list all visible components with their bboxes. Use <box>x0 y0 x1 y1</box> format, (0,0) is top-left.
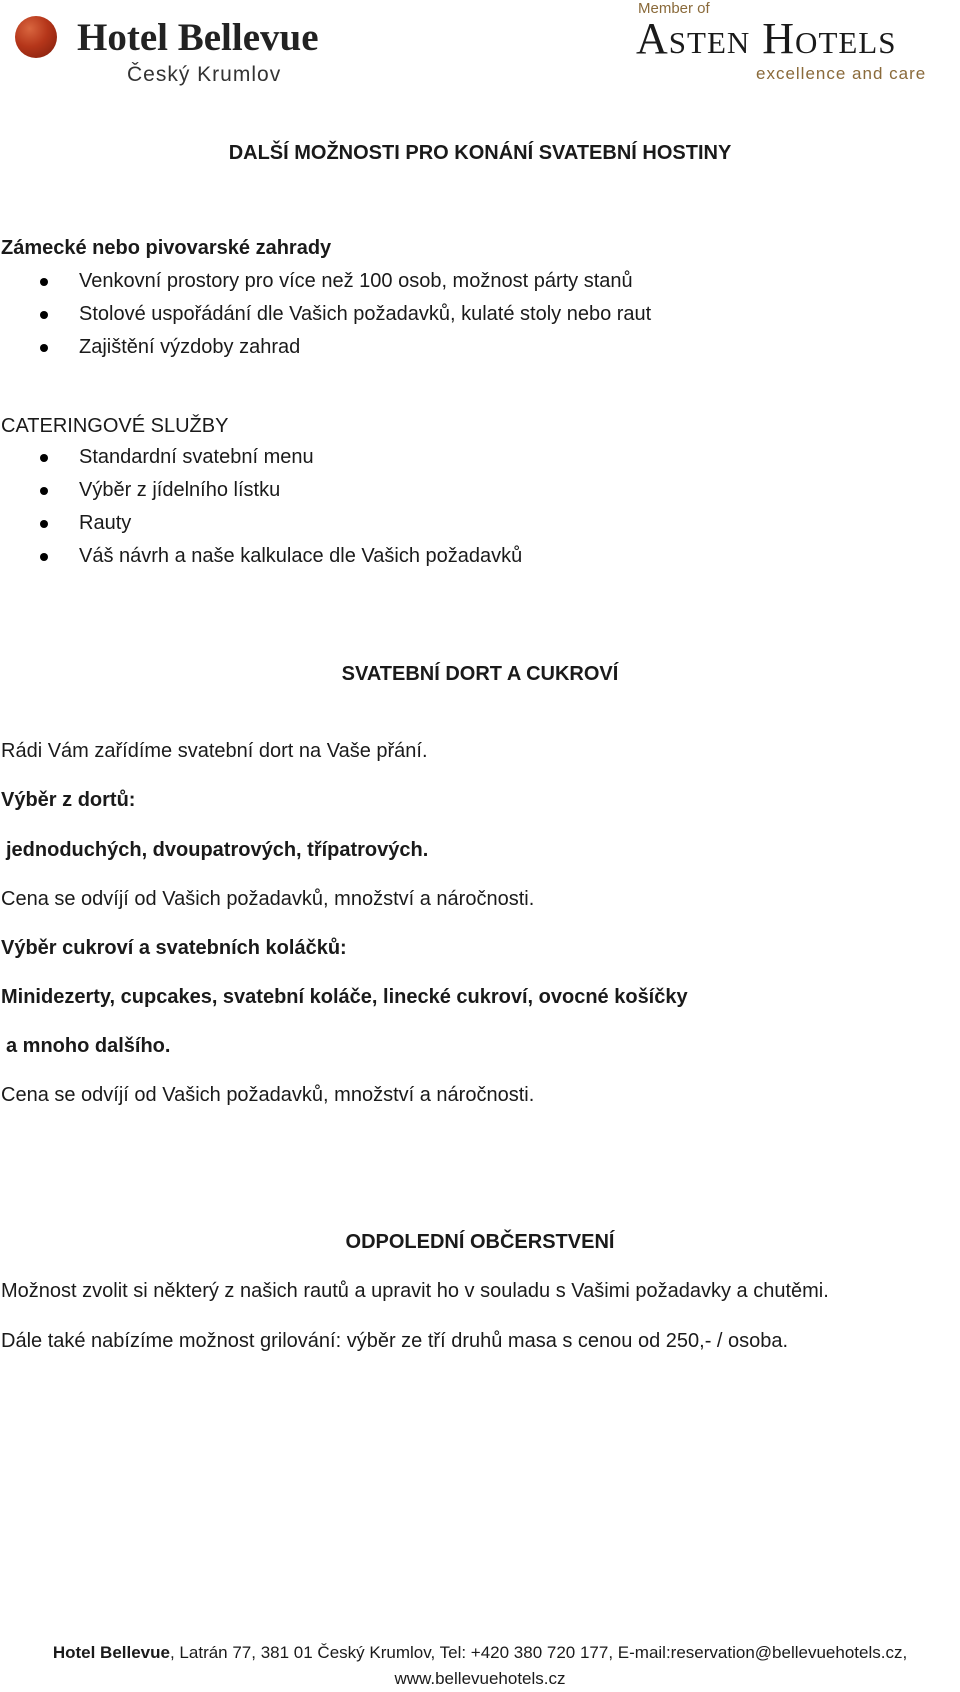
cakes-list: jednoduchých, dvoupatrových, třípatrových. <box>6 839 429 861</box>
cake-intro: Rádi Vám zařídíme svatební dort na Vaše přání. <box>1 740 428 762</box>
gardens-heading: Zámecké nebo pivovarské zahrady <box>1 237 332 259</box>
sweets-list-continued: a mnoho dalšího. <box>6 1035 171 1057</box>
footer-hotel-name: Hotel Bellevue <box>52 1643 170 1662</box>
snack-line-2: Dále také nabízíme možnost grilování: výběr ze tří druhů masa s cenou od 250,- / osoba. <box>1 1330 789 1352</box>
hotel-bellevue-logo <box>15 14 355 94</box>
footer-contact <box>0 1640 960 1666</box>
bullet-icon <box>40 311 48 319</box>
hotel-city: Český Krumlov <box>127 63 282 86</box>
footer-website[interactable]: www.bellevuehotels.cz <box>394 1669 566 1688</box>
cakes-label: Výběr z dortů: <box>1 789 136 811</box>
snack-heading: ODPOLEDNÍ OBČERSTVENÍ <box>345 1231 615 1253</box>
snack-line-1: Možnost zvolit si některý z našich rautů a upravit ho v souladu s Vašimi požadavky a chutěmi. <box>1 1280 829 1302</box>
cake-heading: SVATEBNÍ DORT A CUKROVÍ <box>341 663 619 685</box>
chain-name: Asten Hotels <box>636 14 897 63</box>
hotel-name: Hotel Bellevue <box>77 16 319 59</box>
catering-heading: CATERINGOVÉ SLUŽBY <box>1 415 229 437</box>
asten-hotels-logo <box>630 0 960 90</box>
sweets-price: Cena se odvíjí od Vašich požadavků, množství a náročnosti. <box>1 1084 535 1106</box>
bullet-icon <box>40 520 48 528</box>
sweets-list: Minidezerty, cupcakes, svatební koláče, linecké cukroví, ovocné košíčky <box>1 986 688 1008</box>
member-of-label: Member of <box>638 0 710 17</box>
bullet-icon <box>40 278 48 286</box>
cakes-price: Cena se odvíjí od Vašich požadavků, množství a náročnosti. <box>1 888 535 910</box>
bullet-icon <box>40 344 48 352</box>
chain-tagline: excellence and care <box>756 64 927 83</box>
bullet-icon <box>40 553 48 561</box>
bullet-icon <box>40 487 48 495</box>
page-title: DALŠÍ MOŽNOSTI PRO KONÁNÍ SVATEBNÍ HOSTINY <box>228 142 732 164</box>
logo-ball-icon <box>15 16 57 58</box>
footer-details: , Latrán 77, 381 01 Český Krumlov, Tel: +420 380 720 177, E-mail:reservation@bellevuehotels.cz, <box>169 1643 908 1662</box>
bullet-icon <box>40 454 48 462</box>
sweets-label: Výběr cukroví a svatebních koláčků: <box>1 937 347 959</box>
